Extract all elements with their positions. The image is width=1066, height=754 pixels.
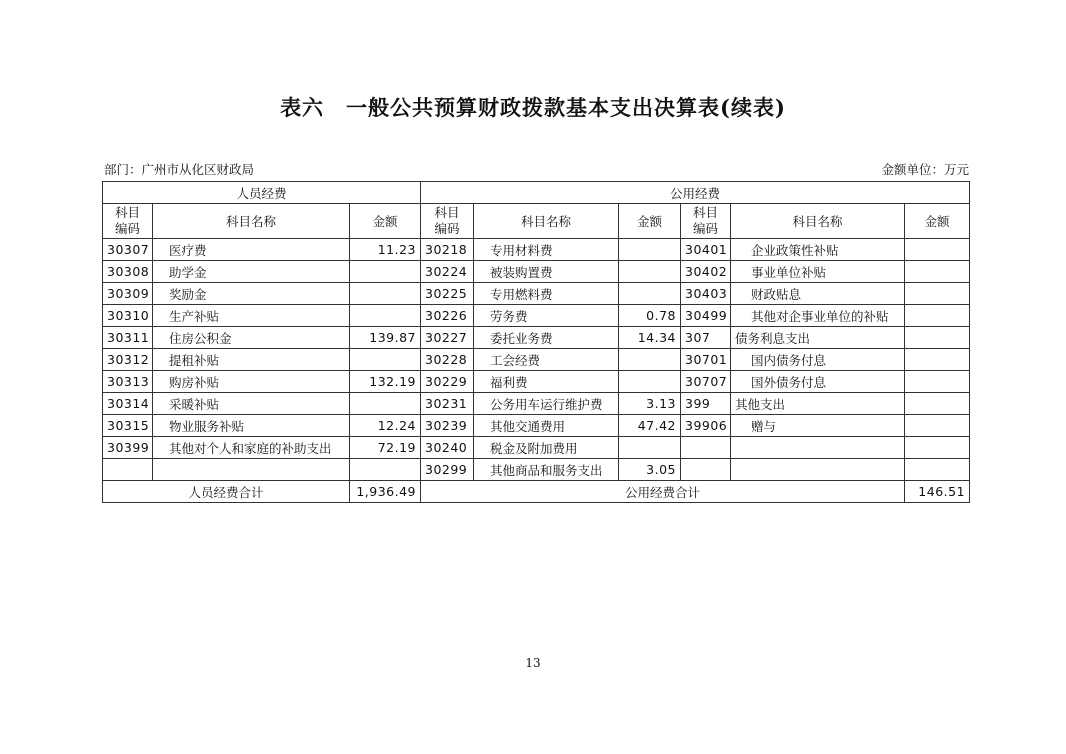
- public-name: [731, 437, 905, 459]
- public-amount: 0.78: [619, 305, 681, 327]
- personnel-amount: [350, 283, 421, 305]
- public-name: 国内债务付息: [731, 349, 905, 371]
- personnel-code: 30311: [103, 327, 153, 349]
- personnel-name: 生产补贴: [153, 305, 350, 327]
- public-amount: [619, 437, 681, 459]
- header-name: 科目名称: [153, 204, 350, 239]
- public-amount: 3.13: [619, 393, 681, 415]
- page-title: 表六 一般公共预算财政拨款基本支出决算表(续表): [280, 95, 786, 120]
- public-code: 30226: [421, 305, 474, 327]
- personnel-code: 30310: [103, 305, 153, 327]
- table-row: [103, 283, 970, 305]
- public-amount: [905, 459, 970, 481]
- public-amount: [619, 261, 681, 283]
- table-row: [103, 437, 970, 459]
- personnel-code: [103, 459, 153, 481]
- public-name: 专用材料费: [474, 239, 619, 261]
- public-code: 39906: [681, 415, 731, 437]
- header-personnel: 人员经费: [103, 182, 421, 204]
- public-name: 被装购置费: [474, 261, 619, 283]
- personnel-code: 30314: [103, 393, 153, 415]
- public-total-amount: 146.51: [905, 481, 970, 503]
- personnel-name: 物业服务补贴: [153, 415, 350, 437]
- public-amount: 47.42: [619, 415, 681, 437]
- public-code: 30239: [421, 415, 474, 437]
- public-name: 其他支出: [731, 393, 905, 415]
- public-amount: [905, 371, 970, 393]
- department-label: 部门：广州市从化区财政局: [104, 162, 255, 177]
- public-name: 事业单位补贴: [731, 261, 905, 283]
- public-total-label: 公用经费合计: [421, 481, 905, 503]
- personnel-name: 购房补贴: [153, 371, 350, 393]
- public-code: 30403: [681, 283, 731, 305]
- personnel-amount: [350, 305, 421, 327]
- expenditure-table: [102, 181, 970, 503]
- public-code: 30299: [421, 459, 474, 481]
- personnel-name: 采暖补贴: [153, 393, 350, 415]
- personnel-amount: [350, 261, 421, 283]
- public-amount: [905, 283, 970, 305]
- personnel-name: 其他对个人和家庭的补助支出: [153, 437, 350, 459]
- personnel-code: 30313: [103, 371, 153, 393]
- header-public: 公用经费: [421, 182, 970, 204]
- public-name: 委托业务费: [474, 327, 619, 349]
- public-name: 赠与: [731, 415, 905, 437]
- personnel-name: 住房公积金: [153, 327, 350, 349]
- public-name: 其他对企事业单位的补贴: [731, 305, 905, 327]
- public-code: 399: [681, 393, 731, 415]
- unit-label: 金额单位：万元: [881, 162, 969, 177]
- public-code: 30224: [421, 261, 474, 283]
- personnel-amount: 72.19: [350, 437, 421, 459]
- personnel-code: 30309: [103, 283, 153, 305]
- personnel-code: 30307: [103, 239, 153, 261]
- public-name: 公务用车运行维护费: [474, 393, 619, 415]
- public-amount: 3.05: [619, 459, 681, 481]
- personnel-code: 30312: [103, 349, 153, 371]
- header-code: 科目 编码: [421, 204, 474, 239]
- table-row: [103, 327, 970, 349]
- public-amount: [905, 349, 970, 371]
- totals-row: [103, 481, 970, 503]
- public-code: 30499: [681, 305, 731, 327]
- public-code: 30228: [421, 349, 474, 371]
- personnel-total-label: 人员经费合计: [103, 481, 350, 503]
- public-amount: [905, 239, 970, 261]
- public-code: 30225: [421, 283, 474, 305]
- public-amount: [619, 239, 681, 261]
- public-amount: [619, 283, 681, 305]
- header-code: 科目 编码: [681, 204, 731, 239]
- public-name: 债务利息支出: [731, 327, 905, 349]
- personnel-amount: 132.19: [350, 371, 421, 393]
- table-row: [103, 371, 970, 393]
- personnel-amount: 12.24: [350, 415, 421, 437]
- public-code: 30401: [681, 239, 731, 261]
- personnel-total-amount: 1,936.49: [350, 481, 421, 503]
- personnel-code: 30315: [103, 415, 153, 437]
- public-code: [681, 459, 731, 481]
- header-name: 科目名称: [731, 204, 905, 239]
- table-row: [103, 239, 970, 261]
- header-row-columns: [103, 204, 970, 239]
- table-row: [103, 459, 970, 481]
- public-code: [681, 437, 731, 459]
- public-amount: 14.34: [619, 327, 681, 349]
- personnel-name: 医疗费: [153, 239, 350, 261]
- personnel-amount: 11.23: [350, 239, 421, 261]
- header-amount: 金额: [350, 204, 421, 239]
- public-name: 工会经费: [474, 349, 619, 371]
- personnel-code: 30308: [103, 261, 153, 283]
- header-row-group: [103, 182, 970, 204]
- public-code: 30218: [421, 239, 474, 261]
- public-name: 企业政策性补贴: [731, 239, 905, 261]
- public-amount: [905, 305, 970, 327]
- public-code: 30701: [681, 349, 731, 371]
- public-name: 税金及附加费用: [474, 437, 619, 459]
- table-row: [103, 305, 970, 327]
- personnel-name: [153, 459, 350, 481]
- personnel-name: 助学金: [153, 261, 350, 283]
- public-amount: [905, 393, 970, 415]
- header-code: 科目 编码: [103, 204, 153, 239]
- personnel-name: 提租补贴: [153, 349, 350, 371]
- public-code: 30227: [421, 327, 474, 349]
- table-row: [103, 393, 970, 415]
- public-code: 30231: [421, 393, 474, 415]
- public-name: 国外债务付息: [731, 371, 905, 393]
- header-amount: 金额: [619, 204, 681, 239]
- personnel-name: 奖励金: [153, 283, 350, 305]
- table-row: [103, 349, 970, 371]
- public-amount: [905, 261, 970, 283]
- public-code: 30229: [421, 371, 474, 393]
- table-row: [103, 261, 970, 283]
- public-code: 30240: [421, 437, 474, 459]
- public-name: [731, 459, 905, 481]
- public-amount: [905, 437, 970, 459]
- public-name: 专用燃料费: [474, 283, 619, 305]
- public-name: 其他交通费用: [474, 415, 619, 437]
- public-name: 劳务费: [474, 305, 619, 327]
- public-code: 307: [681, 327, 731, 349]
- personnel-amount: [350, 459, 421, 481]
- public-code: 30707: [681, 371, 731, 393]
- public-code: 30402: [681, 261, 731, 283]
- public-amount: [619, 371, 681, 393]
- page-number: 13: [525, 656, 541, 670]
- personnel-amount: [350, 393, 421, 415]
- public-amount: [905, 415, 970, 437]
- header-name: 科目名称: [474, 204, 619, 239]
- public-amount: [619, 349, 681, 371]
- personnel-amount: 139.87: [350, 327, 421, 349]
- personnel-code: 30399: [103, 437, 153, 459]
- table-row: [103, 415, 970, 437]
- public-name: 财政贴息: [731, 283, 905, 305]
- public-amount: [905, 327, 970, 349]
- public-name: 其他商品和服务支出: [474, 459, 619, 481]
- header-amount: 金额: [905, 204, 970, 239]
- personnel-amount: [350, 349, 421, 371]
- public-name: 福利费: [474, 371, 619, 393]
